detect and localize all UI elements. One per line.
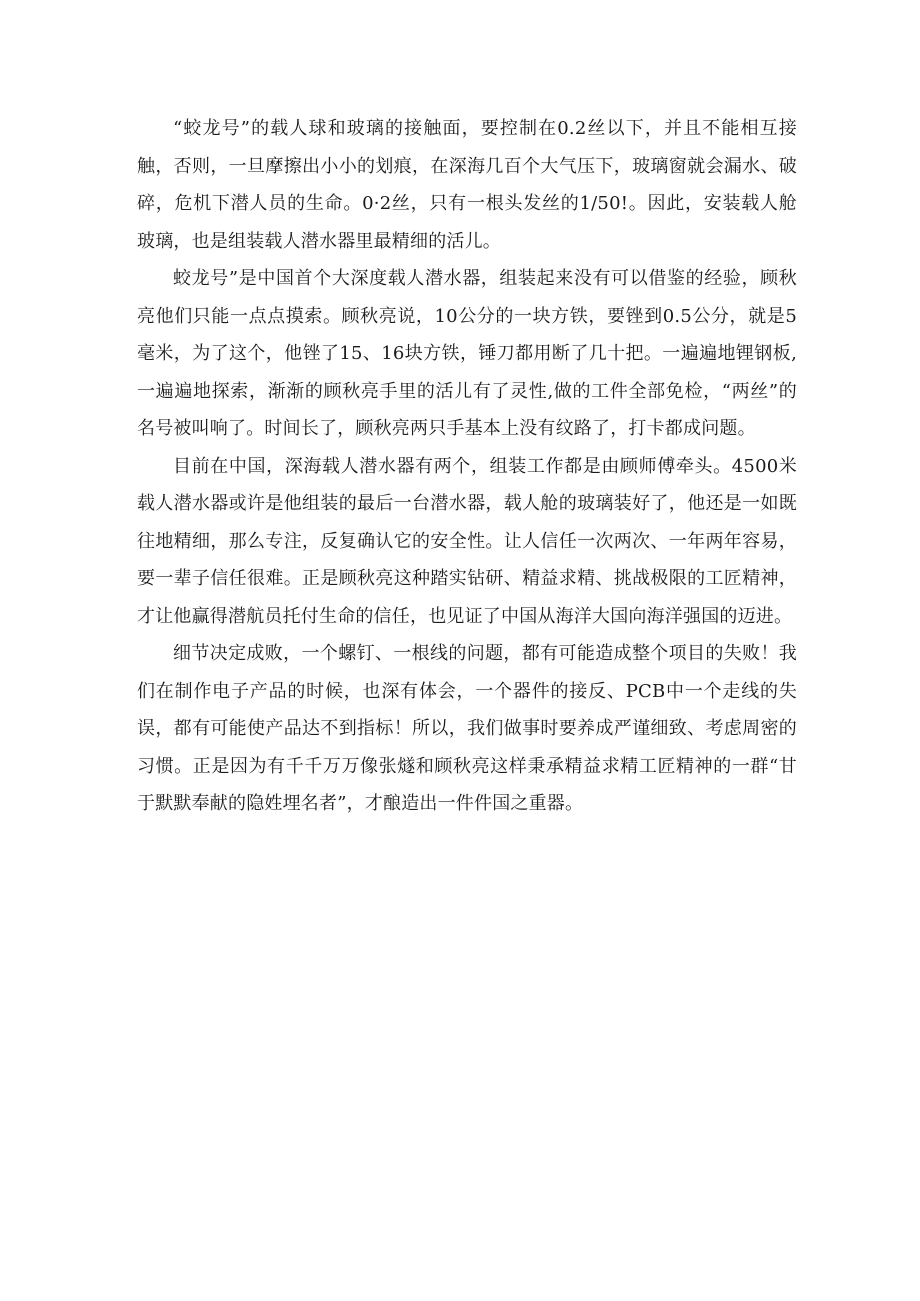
document-body: [137, 110, 797, 823]
paragraph-2: 蛟龙号”是中国首个大深度载人潜水器，组装起来没有可以借鉴的经验，顾秋亮他们只能一点点摸索。顾秋亮说，10公分的一块方铁，要锉到0.5公分，就是5毫米，为了这个，他锉了15、16块方铁，锤刀都用断了几十把。一遍遍地锂钢板,一遍遍地探索，渐渐的顾秋亮手里的活儿有了灵性,做的工件全部免检，“两丝”的名号被叫响了。时间长了，顾秋亮两只手基本上没有纹路了，打卡都成问题。: [137, 268, 797, 439]
paragraph-1: “蛟龙号”的载人球和玻璃的接触面，要控制在0.2丝以下，并且不能相互接触，否则，一旦摩擦出小小的划痕，在深海几百个大气压下，玻璃窗就会漏水、破碎，危机下潜人员的生命。0·2丝，只有一根头发丝的1/50!。因此，安装载人舱玻璃，也是组装载人潜水器里最精细的活儿。: [137, 118, 797, 252]
paragraph-4: 细节决定成败，一个螺钉、一根线的问题，都有可能造成整个项目的失败！我们在制作电子产品的时候，也深有体会，一个器件的接反、PCB中一个走线的失误，都有可能使产品达不到指标！所以，我们做事时要养成严谨细致、考虑周密的习惯。正是因为有千千万万像张燧和顾秋亮这样秉承精益求精工匠精神的一群“甘于默默奉献的隐姓埋名者”，才酿造出一件件国之重器。: [137, 643, 797, 814]
paragraph-3: 目前在中国，深海载人潜水器有两个，组装工作都是由顾师傅牵头。4500米载人潜水器或许是他组装的最后一台潜水器，载人舱的玻璃装好了，他还是一如既往地精细，那么专注，反复确认它的安全性。让人信任一次两次、一年两年容易，要一辈子信任很难。正是顾秋亮这种踏实钻研、精益求精、挑战极限的工匠精神，才让他赢得潜航员托付生命的信任，也见证了中国从海洋大国向海洋强国的迈进。: [137, 455, 797, 627]
